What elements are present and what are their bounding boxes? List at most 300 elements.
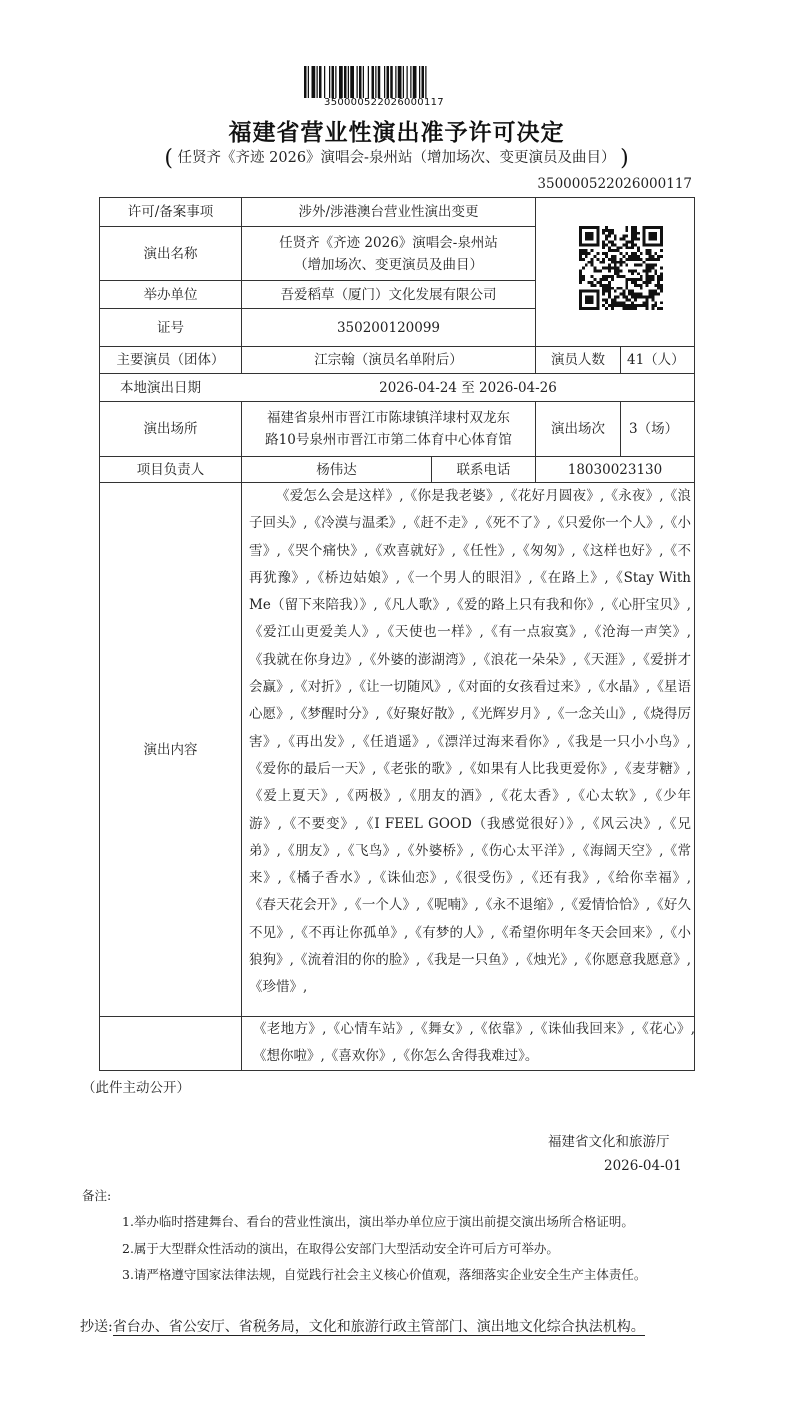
qr-module bbox=[643, 281, 646, 284]
qr-module bbox=[608, 246, 611, 249]
qr-module bbox=[631, 238, 634, 241]
qr-module bbox=[622, 275, 625, 278]
qr-module bbox=[620, 264, 623, 267]
qr-module bbox=[579, 232, 582, 235]
qr-module bbox=[602, 298, 605, 301]
qr-module bbox=[631, 278, 634, 281]
label-local-dates: 本地演出日期 bbox=[120, 379, 201, 396]
qr-module bbox=[646, 301, 649, 304]
qr-module bbox=[588, 281, 591, 284]
qr-module bbox=[579, 240, 582, 243]
qr-module bbox=[579, 249, 582, 252]
qr-module bbox=[651, 243, 654, 246]
qr-module bbox=[649, 264, 652, 267]
qr-module bbox=[657, 255, 660, 258]
qr-module bbox=[617, 275, 620, 278]
qr-module bbox=[614, 304, 617, 307]
qr-module bbox=[646, 264, 649, 267]
qr-module bbox=[634, 238, 637, 241]
qr-module bbox=[643, 304, 646, 307]
qr-module bbox=[622, 293, 625, 296]
qr-module bbox=[631, 258, 634, 261]
qr-module bbox=[625, 252, 628, 255]
qr-module bbox=[649, 249, 652, 252]
qr-module bbox=[654, 238, 657, 241]
label-performer-count: 演员人数 bbox=[551, 352, 605, 368]
qr-module bbox=[596, 232, 599, 235]
value-organizer: 吾爱稻草（厦门）文化发展有限公司 bbox=[280, 286, 497, 303]
label-license-no: 证号 bbox=[157, 319, 184, 336]
qr-module bbox=[591, 264, 594, 267]
qr-module bbox=[620, 275, 623, 278]
qr-module bbox=[614, 290, 617, 293]
qr-module bbox=[646, 272, 649, 275]
qr-module bbox=[637, 278, 640, 281]
qr-module bbox=[617, 272, 620, 275]
qr-module bbox=[649, 226, 652, 229]
qr-module bbox=[637, 296, 640, 299]
barcode-bar bbox=[410, 66, 411, 98]
qr-module bbox=[634, 226, 637, 229]
qr-module bbox=[631, 246, 634, 249]
qr-module bbox=[579, 275, 582, 278]
qr-module bbox=[628, 290, 631, 293]
qr-module bbox=[602, 258, 605, 261]
barcode-bar bbox=[413, 66, 417, 98]
barcode-bar bbox=[368, 66, 369, 98]
qr-module bbox=[608, 235, 611, 238]
qr-module bbox=[596, 301, 599, 304]
barcode-bar bbox=[317, 66, 318, 98]
qr-module bbox=[643, 229, 646, 232]
qr-module bbox=[622, 301, 625, 304]
barcode-bar bbox=[375, 66, 376, 98]
qr-module bbox=[646, 298, 649, 301]
qr-module bbox=[637, 255, 640, 258]
qr-module bbox=[608, 293, 611, 296]
qr-module bbox=[651, 293, 654, 296]
value-performer-count: 41（人） bbox=[627, 352, 685, 368]
qr-module bbox=[614, 301, 617, 304]
remarks-label: 备注: bbox=[82, 1188, 112, 1203]
qr-module bbox=[651, 235, 654, 238]
qr-module bbox=[646, 304, 649, 307]
qr-module bbox=[643, 269, 646, 272]
barcode-bar bbox=[378, 66, 381, 98]
qr-module bbox=[588, 235, 591, 238]
qr-module bbox=[640, 296, 643, 299]
qr-module bbox=[657, 278, 660, 281]
qr-module bbox=[579, 290, 582, 293]
qr-module bbox=[579, 281, 582, 284]
subtitle-open-paren: ( bbox=[164, 146, 173, 171]
qr-module bbox=[608, 284, 611, 287]
qr-module bbox=[651, 304, 654, 307]
show-name-line2: （增加场次、变更演员及曲目） bbox=[294, 256, 483, 273]
qr-module bbox=[660, 238, 663, 241]
qr-module bbox=[608, 240, 611, 243]
qr-module bbox=[605, 255, 608, 258]
value-content-songlist: 《爱怎么会是这样》,《你是我老婆》,《花好月圆夜》,《永夜》,《浪子回头》,《冷漠与温柔》,《赶不走》,《死不了》,《只爱你一个人》,《小雪》,《哭个痛快》,《欢喜就好》,《任性》,《匆匆》,《这样也好》,《不再犹豫》,《桥边姑娘》,《一个男人的眼泪》,《在路上》,《Stay With Me（留下来陪我）》,《凡人歌》,《爱的路上只有我和你》,《心肝宝贝》,《爱江山更爱美人》,《天使也一样》,《有一点寂寞》,《沧海一声笑》,《我就在你身边》,《外婆的澎湖湾》,《浪花一朵朵》,《天涯》,《爱拼才会赢》,《对折》,《让一切随风》,《对面的女孩看过来》,《水晶》,《星语心愿》,《梦醒时分》,《好聚好散》,《光辉岁月》,《一念关山》,《烧得厉害》,《再出发》,《任逍遥》,《漂洋过海来看你》,《我是一只小小鸟》,《爱你的最后一天》,《老张的歌》,《如果有人比我更爱你》,《麦芽糖》,《爱上夏天》,《两极》,《朋友的酒》,《花太香》,《心太软》,《少年游》,《不要变》,《I FEEL GOOD（我感觉很好）》,《风云决》,《兄弟》,《朋友》,《飞鸟》,《外婆桥》,《伤心太平洋》,《海阔天空》,《常来》,《橘子香水》,《诛仙恋》,《很受伤》,《还有我》,《给你幸福》,《春天花会开》,《一个人》,《呢喃》,《永不退缩》,《爱情恰恰》,《好久不见》,《不再让你孤单》,《有梦的人》,《希望你明年冬天会回来》,《小狼狗》,《流着泪的你的脸》,《我是一只鱼》,《烛光》,《你愿意我愿意》,《珍惜》, bbox=[249, 488, 691, 996]
qr-module bbox=[579, 229, 582, 232]
qr-module bbox=[602, 293, 605, 296]
remark-item-3: 3.请严格遵守国家法律法规，自觉践行社会主义核心价值观，落细落实企业安全生产主体责任。 bbox=[122, 1267, 647, 1282]
qr-module bbox=[640, 275, 643, 278]
qr-module bbox=[646, 296, 649, 299]
qr-module bbox=[631, 290, 634, 293]
qr-module bbox=[628, 246, 631, 249]
qr-module bbox=[585, 290, 588, 293]
qr-module bbox=[657, 275, 660, 278]
label-contact-phone: 联系电话 bbox=[456, 461, 511, 478]
qr-module bbox=[634, 296, 637, 299]
qr-module bbox=[579, 258, 582, 261]
qr-module bbox=[617, 246, 620, 249]
qr-module bbox=[614, 261, 617, 264]
qr-module bbox=[585, 249, 588, 252]
qr-module bbox=[605, 298, 608, 301]
qr-module bbox=[631, 301, 634, 304]
qr-module bbox=[585, 301, 588, 304]
qr-module bbox=[628, 269, 631, 272]
qr-module bbox=[608, 229, 611, 232]
qr-module bbox=[646, 243, 649, 246]
qr-module bbox=[646, 284, 649, 287]
document-number: 350000522026000117 bbox=[537, 176, 692, 192]
qr-module bbox=[596, 235, 599, 238]
qr-module bbox=[591, 249, 594, 252]
qr-module bbox=[628, 304, 631, 307]
qr-module bbox=[631, 226, 634, 229]
barcode-number: 350000522026000117 bbox=[324, 97, 444, 108]
remark-item-1: 1.举办临时搭建舞台、看台的营业性演出，演出举办单位应于演出前提交演出场所合格证明。 bbox=[122, 1214, 634, 1229]
qr-module bbox=[637, 284, 640, 287]
barcode-bar bbox=[304, 66, 307, 98]
qr-module bbox=[628, 258, 631, 261]
qr-module bbox=[602, 243, 605, 246]
qr-module bbox=[634, 229, 637, 232]
qr-module bbox=[582, 249, 585, 252]
qr-module bbox=[605, 275, 608, 278]
qr-module bbox=[617, 296, 620, 299]
qr-module bbox=[637, 238, 640, 241]
qr-module bbox=[602, 252, 605, 255]
qr-module bbox=[605, 267, 608, 270]
qr-module bbox=[649, 281, 652, 284]
qr-module bbox=[602, 278, 605, 281]
qr-module bbox=[579, 238, 582, 241]
qr-module bbox=[634, 243, 637, 246]
qr-module bbox=[660, 307, 663, 310]
qr-module bbox=[625, 240, 628, 243]
qr-module bbox=[660, 235, 663, 238]
subtitle-close-paren: ) bbox=[620, 146, 629, 171]
qr-module bbox=[605, 290, 608, 293]
qr-module bbox=[579, 293, 582, 296]
barcode-bar bbox=[344, 66, 347, 98]
qr-module bbox=[611, 240, 614, 243]
qr-module bbox=[634, 255, 637, 258]
qr-module bbox=[628, 307, 631, 310]
qr-module bbox=[585, 243, 588, 246]
qr-module bbox=[608, 287, 611, 290]
qr-module bbox=[599, 269, 602, 272]
qr-module bbox=[585, 296, 588, 299]
label-project-lead: 项目负责人 bbox=[136, 461, 205, 478]
qr-module bbox=[637, 232, 640, 235]
label-venue: 演出场所 bbox=[143, 421, 198, 437]
qr-module bbox=[614, 258, 617, 261]
qr-module bbox=[622, 235, 625, 238]
barcode-bar bbox=[359, 66, 362, 98]
qr-module bbox=[628, 298, 631, 301]
qr-module bbox=[643, 232, 646, 235]
qr-module bbox=[625, 278, 628, 281]
qr-module bbox=[579, 301, 582, 304]
qr-module bbox=[628, 240, 631, 243]
qr-module bbox=[591, 232, 594, 235]
qr-module bbox=[631, 235, 634, 238]
issuer-name: 福建省文化和旅游厅 bbox=[548, 1134, 670, 1150]
qr-module bbox=[617, 249, 620, 252]
qr-module bbox=[605, 243, 608, 246]
barcode-bar bbox=[324, 66, 325, 98]
venue-line1: 福建省泉州市晋江市陈埭镇洋埭村双龙东 bbox=[267, 410, 510, 426]
qr-module bbox=[591, 290, 594, 293]
qr-module bbox=[631, 272, 634, 275]
qr-module bbox=[617, 269, 620, 272]
qr-module bbox=[614, 243, 617, 246]
qr-module bbox=[596, 252, 599, 255]
qr-module bbox=[614, 255, 617, 258]
qr-module bbox=[591, 298, 594, 301]
value-venue bbox=[242, 402, 535, 456]
qr-module bbox=[588, 261, 591, 264]
qr-module bbox=[657, 258, 660, 261]
qr-module bbox=[625, 284, 628, 287]
qr-module bbox=[637, 304, 640, 307]
qr-module bbox=[622, 290, 625, 293]
public-disclosure-note: （此件主动公开） bbox=[82, 1080, 190, 1096]
qr-module bbox=[605, 235, 608, 238]
value-license-no: 350200120099 bbox=[336, 319, 441, 336]
qr-module bbox=[602, 304, 605, 307]
barcode-bar bbox=[350, 66, 354, 98]
qr-module bbox=[611, 278, 614, 281]
qr-module bbox=[582, 290, 585, 293]
qr-module bbox=[631, 296, 634, 299]
qr-module bbox=[585, 226, 588, 229]
qr-module bbox=[591, 284, 594, 287]
qr-module bbox=[608, 232, 611, 235]
qr-module bbox=[591, 258, 594, 261]
qr-module bbox=[582, 278, 585, 281]
qr-module bbox=[651, 267, 654, 270]
qr-module bbox=[651, 275, 654, 278]
qr-module bbox=[591, 275, 594, 278]
qr-module bbox=[608, 290, 611, 293]
qr-module bbox=[631, 281, 634, 284]
qr-module bbox=[649, 275, 652, 278]
qr-module bbox=[614, 238, 617, 241]
qr-module bbox=[596, 258, 599, 261]
qr-module bbox=[651, 290, 654, 293]
qr-module bbox=[646, 252, 649, 255]
qr-module bbox=[611, 287, 614, 290]
qr-module bbox=[593, 255, 596, 258]
qr-module bbox=[654, 304, 657, 307]
subtitle-text: 任贤齐《齐迹 2026》演唱会-泉州站（增加场次、变更演员及曲目） bbox=[177, 150, 616, 166]
qr-module bbox=[646, 307, 649, 310]
document-title: 福建省营业性演出准予许可决定 bbox=[228, 120, 565, 146]
qr-module bbox=[640, 264, 643, 267]
qr-module bbox=[602, 246, 605, 249]
qr-module bbox=[640, 258, 643, 261]
qr-module bbox=[657, 243, 660, 246]
qr-module bbox=[643, 235, 646, 238]
qr-module bbox=[611, 267, 614, 270]
value-main-performers: 江宗翰（演员名单附后） bbox=[314, 352, 463, 368]
value-show-times: 3（场） bbox=[629, 421, 679, 437]
qr-module bbox=[660, 278, 663, 281]
qr-module bbox=[585, 232, 588, 235]
qr-module bbox=[634, 258, 637, 261]
qr-module bbox=[634, 281, 637, 284]
barcode-bar bbox=[390, 66, 393, 98]
qr-module bbox=[596, 298, 599, 301]
qr-module bbox=[591, 261, 594, 264]
qr-module bbox=[602, 261, 605, 264]
qr-module bbox=[579, 269, 582, 272]
qr-module bbox=[605, 238, 608, 241]
qr-module bbox=[605, 278, 608, 281]
qr-module bbox=[614, 298, 617, 301]
qr-module bbox=[611, 307, 614, 310]
qr-module bbox=[651, 238, 654, 241]
barcode-bar bbox=[357, 66, 358, 98]
qr-module bbox=[640, 252, 643, 255]
qr-module bbox=[620, 301, 623, 304]
qr-module bbox=[605, 284, 608, 287]
qr-module bbox=[599, 281, 602, 284]
qr-module bbox=[631, 229, 634, 232]
qr-module bbox=[625, 307, 628, 310]
document-subtitle bbox=[0, 146, 793, 171]
qr-module bbox=[605, 229, 608, 232]
label-main-performers: 主要演员（团体） bbox=[116, 352, 225, 368]
qr-module bbox=[588, 252, 591, 255]
qr-module bbox=[593, 290, 596, 293]
qr-module bbox=[617, 267, 620, 270]
qr-module bbox=[660, 232, 663, 235]
qr-module bbox=[620, 258, 623, 261]
qr-module bbox=[593, 226, 596, 229]
qr-module bbox=[634, 252, 637, 255]
qr-module bbox=[588, 226, 591, 229]
venue-line2: 路10号泉州市晋江市第二体育中心体育馆 bbox=[265, 432, 512, 448]
qr-module bbox=[596, 307, 599, 310]
barcode-bar bbox=[403, 66, 404, 98]
qr-module bbox=[634, 264, 637, 267]
qr-module bbox=[596, 296, 599, 299]
qr-module bbox=[646, 278, 649, 281]
barcode-bar bbox=[387, 66, 390, 98]
qr-module bbox=[582, 252, 585, 255]
qr-module bbox=[614, 267, 617, 270]
qr-module bbox=[608, 267, 611, 270]
qr-module bbox=[582, 267, 585, 270]
qr-module bbox=[588, 243, 591, 246]
qr-module bbox=[596, 240, 599, 243]
qr-module bbox=[640, 287, 643, 290]
qr-module bbox=[637, 246, 640, 249]
qr-module bbox=[579, 304, 582, 307]
qr-module bbox=[614, 235, 617, 238]
qr-module bbox=[649, 243, 652, 246]
qr-module bbox=[634, 293, 637, 296]
qr-module bbox=[608, 304, 611, 307]
qr-module bbox=[657, 287, 660, 290]
qr-module bbox=[649, 232, 652, 235]
qr-module bbox=[654, 235, 657, 238]
qr-module bbox=[611, 249, 614, 252]
qr-module bbox=[620, 287, 623, 290]
qr-module bbox=[620, 246, 623, 249]
qr-module bbox=[617, 287, 620, 290]
qr-module bbox=[637, 272, 640, 275]
qr-module bbox=[625, 235, 628, 238]
barcode-bar bbox=[395, 66, 396, 98]
qr-module bbox=[614, 269, 617, 272]
qr-module bbox=[646, 258, 649, 261]
qr-module bbox=[591, 226, 594, 229]
value-show-name bbox=[242, 227, 535, 280]
qr-module bbox=[596, 304, 599, 307]
qr-module bbox=[585, 255, 588, 258]
qr-module bbox=[605, 226, 608, 229]
label-permit-item: 许可/备案事项 bbox=[127, 204, 214, 220]
qr-module bbox=[622, 243, 625, 246]
qr-module bbox=[654, 226, 657, 229]
barcode-image bbox=[304, 66, 464, 98]
qr-module bbox=[649, 235, 652, 238]
qr-module bbox=[591, 243, 594, 246]
qr-module bbox=[654, 258, 657, 261]
qr-module bbox=[579, 307, 582, 310]
qr-module bbox=[646, 267, 649, 270]
qr-module bbox=[585, 235, 588, 238]
qr-module bbox=[611, 229, 614, 232]
qr-module bbox=[605, 287, 608, 290]
qr-module bbox=[654, 272, 657, 275]
qr-module bbox=[634, 278, 637, 281]
qr-module bbox=[622, 261, 625, 264]
qr-module bbox=[651, 255, 654, 258]
qr-module bbox=[582, 307, 585, 310]
qr-module bbox=[637, 293, 640, 296]
qr-module bbox=[625, 304, 628, 307]
qr-module bbox=[608, 281, 611, 284]
qr-module bbox=[614, 264, 617, 267]
qr-module bbox=[591, 238, 594, 241]
qr-module bbox=[611, 275, 614, 278]
qr-module bbox=[649, 290, 652, 293]
qr-module bbox=[660, 229, 663, 232]
qr-module bbox=[651, 232, 654, 235]
qr-module bbox=[608, 275, 611, 278]
qr-module bbox=[605, 301, 608, 304]
qr-module bbox=[651, 298, 654, 301]
